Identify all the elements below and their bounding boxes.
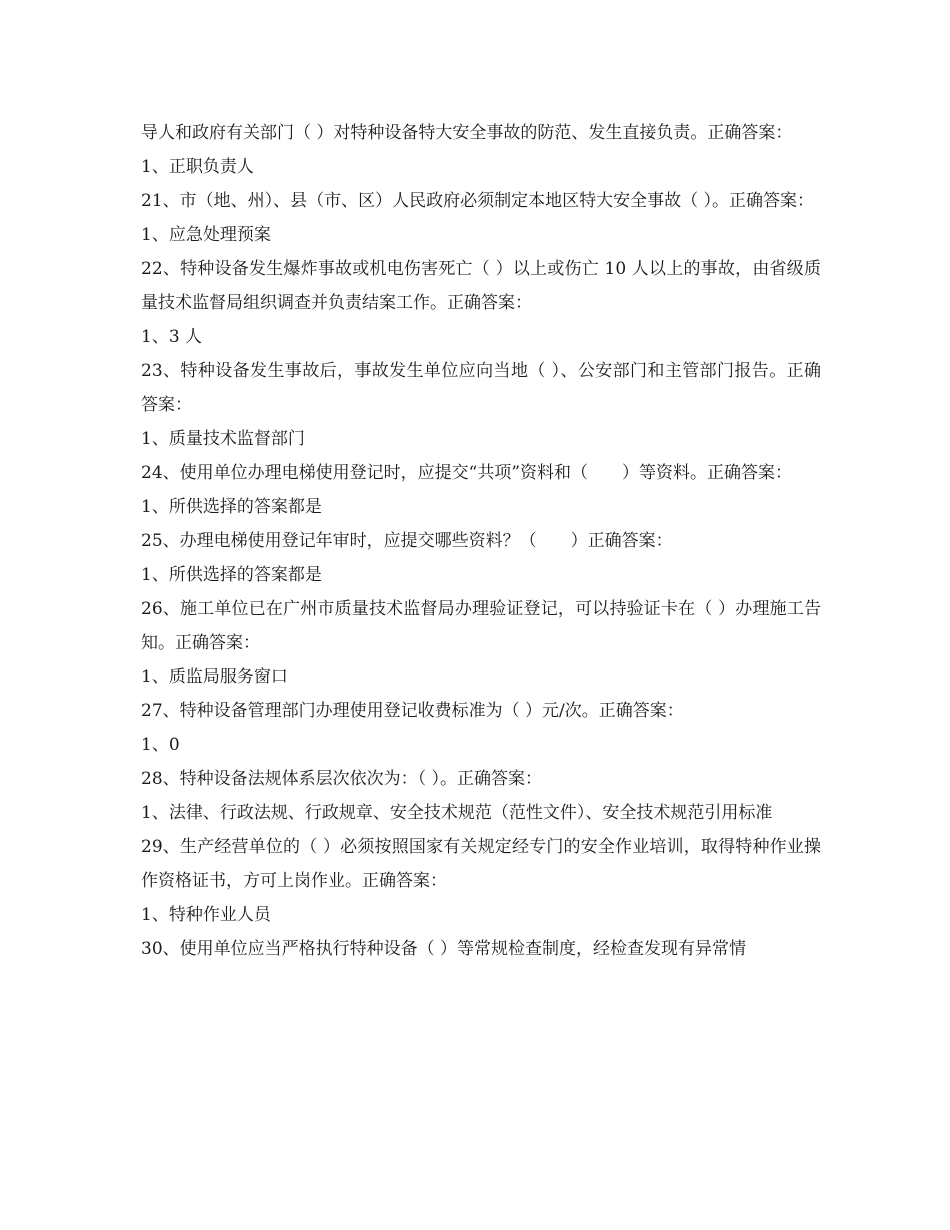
document-body [141, 116, 821, 966]
paragraph-q20-tail: 导人和政府有关部门（ ）对特种设备特大安全事故的防范、发生直接负责。正确答案： [141, 123, 793, 143]
question-29: 29、生产经营单位的（ ）必须按照国家有关规定经专门的安全作业培训，取得特种作业操作资格证书，方可上岗作业。正确答案： [141, 837, 821, 891]
question-22: 22、特种设备发生爆炸事故或机电伤害死亡（ ）以上或伤亡 10 人以上的事故，由省级质量技术监督局组织调查并负责结案工作。正确答案： [141, 259, 821, 313]
answer-q21: 1、应急处理预案 [141, 225, 271, 245]
answer-q24: 1、所供选择的答案都是 [141, 497, 322, 517]
question-30: 30、使用单位应当严格执行特种设备（ ）等常规检查制度，经检查发现有异常情 [141, 939, 747, 959]
question-23: 23、特种设备发生事故后，事故发生单位应向当地（ ）、公安部门和主管部门报告。正确答案： [141, 361, 821, 415]
answer-q20: 1、正职负责人 [141, 157, 254, 177]
answer-q22: 1、3 人 [141, 327, 203, 347]
question-21: 21、市（地、州）、县（市、区）人民政府必须制定本地区特大安全事故（ ）。正确答案： [141, 191, 815, 211]
answer-q23: 1、质量技术监督部门 [141, 429, 305, 449]
question-28: 28、特种设备法规体系层次依次为：（ ）。正确答案： [141, 769, 543, 789]
answer-q29: 1、特种作业人员 [141, 905, 271, 925]
question-25: 25、办理电梯使用登记年审时，应提交哪些资料？（ ）正确答案： [141, 531, 673, 551]
question-27: 27、特种设备管理部门办理使用登记收费标准为（ ）元/次。正确答案： [141, 701, 684, 721]
answer-q28: 1、法律、行政法规、行政规章、安全技术规范（范性文件）、安全技术规范引用标准 [141, 803, 773, 823]
answer-q26: 1、质监局服务窗口 [141, 667, 288, 687]
answer-q27: 1、0 [141, 735, 180, 755]
question-24: 24、使用单位办理电梯使用登记时，应提交“共项”资料和（ ）等资料。正确答案： [141, 463, 793, 483]
answer-q25: 1、所供选择的答案都是 [141, 565, 322, 585]
question-26: 26、施工单位已在广州市质量技术监督局办理验证登记，可以持验证卡在（ ）办理施工告知。正确答案： [141, 599, 821, 653]
